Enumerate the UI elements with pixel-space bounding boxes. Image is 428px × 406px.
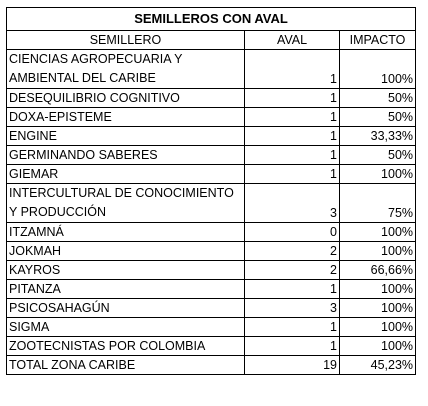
aval-cell: 1 (245, 127, 340, 146)
semillero-cell: GIEMAR (7, 165, 245, 184)
semilleros-table (6, 7, 416, 375)
semillero-cell: DOXA-EPISTEME (7, 108, 245, 127)
table-row (7, 50, 416, 89)
semillero-cell: PSICOSAHAGÚN (7, 299, 245, 318)
total-aval: 19 (245, 356, 340, 375)
impacto-cell: 50% (340, 146, 416, 165)
table-row (7, 280, 416, 299)
aval-cell: 1 (245, 146, 340, 165)
semillero-cell: ITZAMNÁ (7, 223, 245, 242)
header-impacto: IMPACTO (340, 31, 416, 50)
aval-cell: 1 (245, 337, 340, 356)
impacto-cell: 100% (340, 242, 416, 261)
table-row (7, 165, 416, 184)
impacto-cell: 50% (340, 89, 416, 108)
impacto-cell: 100% (340, 223, 416, 242)
total-impacto: 45,23% (340, 356, 416, 375)
table-row (7, 184, 416, 223)
table-row (7, 318, 416, 337)
aval-cell: 1 (245, 165, 340, 184)
impacto-cell: 100% (340, 165, 416, 184)
semillero-cell: ZOOTECNISTAS POR COLOMBIA (7, 337, 245, 356)
semillero-cell: PITANZA (7, 280, 245, 299)
semillero-cell: SIGMA (7, 318, 245, 337)
header-semillero: SEMILLERO (7, 31, 245, 50)
table-title: SEMILLEROS CON AVAL (7, 8, 416, 31)
table-row (7, 261, 416, 280)
impacto-cell: 100% (340, 337, 416, 356)
aval-cell: 3 (245, 184, 340, 223)
aval-cell: 1 (245, 280, 340, 299)
table-row (7, 242, 416, 261)
header-aval: AVAL (245, 31, 340, 50)
title-row (7, 8, 416, 31)
impacto-cell: 100% (340, 299, 416, 318)
aval-cell: 3 (245, 299, 340, 318)
aval-cell: 1 (245, 108, 340, 127)
total-row (7, 356, 416, 375)
aval-cell: 1 (245, 89, 340, 108)
semillero-cell: INTERCULTURAL DE CONOCIMIENTO Y PRODUCCIÓN (7, 184, 245, 223)
table-row (7, 223, 416, 242)
impacto-cell: 50% (340, 108, 416, 127)
semillero-cell: ENGINE (7, 127, 245, 146)
table-row (7, 337, 416, 356)
table-row (7, 108, 416, 127)
semillero-cell: GERMINANDO SABERES (7, 146, 245, 165)
semillero-cell: KAYROS (7, 261, 245, 280)
aval-cell: 1 (245, 318, 340, 337)
header-row (7, 31, 416, 50)
impacto-cell: 33,33% (340, 127, 416, 146)
table-row (7, 89, 416, 108)
table-row (7, 127, 416, 146)
semilleros-sheet (6, 7, 416, 375)
impacto-cell: 100% (340, 280, 416, 299)
aval-cell: 2 (245, 261, 340, 280)
total-label: TOTAL ZONA CARIBE (7, 356, 245, 375)
table-row (7, 299, 416, 318)
semillero-cell: JOKMAH (7, 242, 245, 261)
impacto-cell: 100% (340, 50, 416, 89)
aval-cell: 1 (245, 50, 340, 89)
impacto-cell: 100% (340, 318, 416, 337)
semillero-cell: DESEQUILIBRIO COGNITIVO (7, 89, 245, 108)
aval-cell: 2 (245, 242, 340, 261)
aval-cell: 0 (245, 223, 340, 242)
impacto-cell: 66,66% (340, 261, 416, 280)
table-row (7, 146, 416, 165)
semillero-cell: CIENCIAS AGROPECUARIA Y AMBIENTAL DEL CARIBE (7, 50, 245, 89)
impacto-cell: 75% (340, 184, 416, 223)
